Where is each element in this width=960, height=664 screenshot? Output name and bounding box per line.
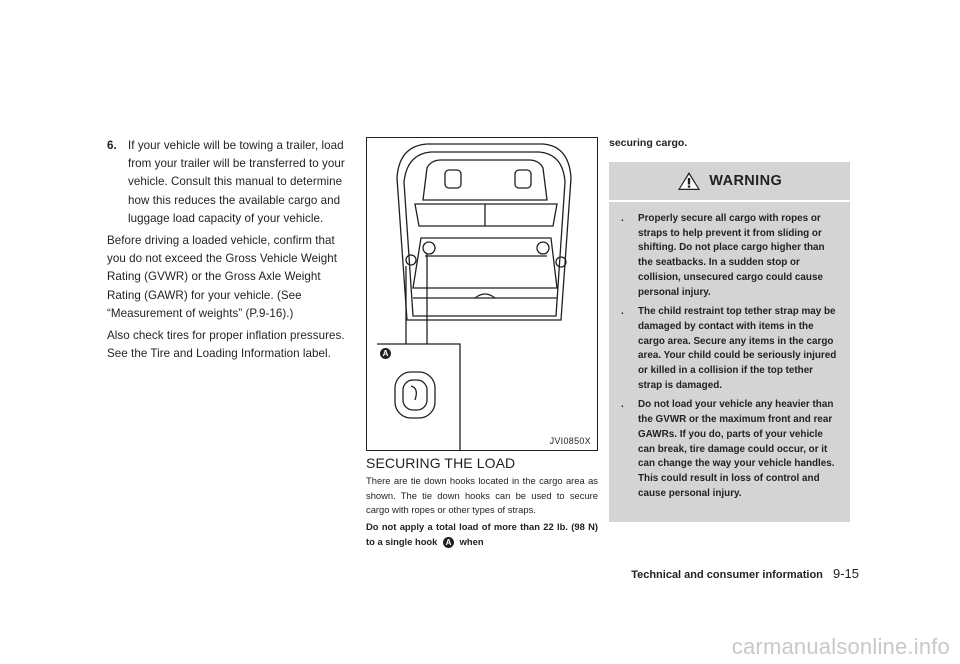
warning-title: WARNING <box>709 173 783 189</box>
warning-text: Properly secure all cargo with ropes or straps to help prevent it from sliding or shifting. Do not place cargo higher than the seatbacks. In a sudden stop or collision, unsecured cargo could cause personal injury. <box>638 213 825 298</box>
continuation-text: securing cargo. <box>609 137 688 149</box>
hook-a-marker: A <box>443 537 454 548</box>
left-column <box>107 137 347 367</box>
bullet: . <box>621 306 624 318</box>
load-limit-paragraph <box>366 520 598 549</box>
tire-check-paragraph: Also check tires for proper inflation pressures. See the Tire and Loading Information label. <box>107 329 345 361</box>
warning-text: Do not load your vehicle any heavier than the GVWR or the maximum front and rear GAWRs. If you do, parts of your vehicle can break, tire damage could occur, or it can change the way your vehicle handles. This could result in loss of control and cause personal injury. <box>638 399 835 499</box>
item-text: If your vehicle will be towing a trailer, load from your trailer will be transferred to your vehicle. Consult this manual to determine how this reduces the available cargo and luggage load capacity of your vehicle. <box>128 139 345 225</box>
item-number: 6. <box>107 139 117 152</box>
bullet: . <box>621 399 624 411</box>
page-footer <box>631 566 859 581</box>
list-item <box>107 137 347 228</box>
warning-text: The child restraint top tether strap may be damaged by contact with items in the cargo area. Secure any items in the cargo area. Your child could be seriously injured or killed in a collision if the top tether strap is damaged. <box>638 306 837 391</box>
load-limit-when: when <box>459 535 484 547</box>
tie-down-paragraph: There are tie down hooks located in the cargo area as shown. The tie down hooks can be used to secure cargo with ropes or other types of straps. <box>366 475 598 516</box>
watermark-link[interactable]: carmanualsonline.info <box>731 634 950 659</box>
page-number: 9-15 <box>832 566 859 581</box>
warning-item <box>621 305 838 393</box>
footer-section: Technical and consumer information <box>631 569 823 581</box>
callout-a-marker: A <box>380 348 391 359</box>
warning-icon <box>677 171 701 191</box>
bullet: . <box>621 213 624 224</box>
section-heading: SECURING THE LOAD <box>366 455 516 471</box>
warning-divider <box>609 200 850 202</box>
warning-box <box>609 162 850 522</box>
warning-item <box>621 398 838 501</box>
cargo-area-drawing <box>367 138 598 451</box>
middle-column <box>366 474 598 552</box>
warning-item <box>621 212 838 300</box>
load-limit-text: Do not apply a total load of more than 22 lb. (98 N) to a single hook <box>366 521 598 547</box>
warning-list <box>609 212 850 501</box>
cargo-area-illustration <box>366 137 598 451</box>
figure-code: JVI0850X <box>549 436 591 446</box>
warning-header <box>609 171 850 197</box>
gvwr-paragraph: Before driving a loaded vehicle, confirm that you do not exceed the Gross Vehicle Weight Rating (GVWR) or the Gross Axle Weight Rating (GAWR) for your vehicle. (See “Measurement of weights” (P.9-16).) <box>107 234 338 320</box>
